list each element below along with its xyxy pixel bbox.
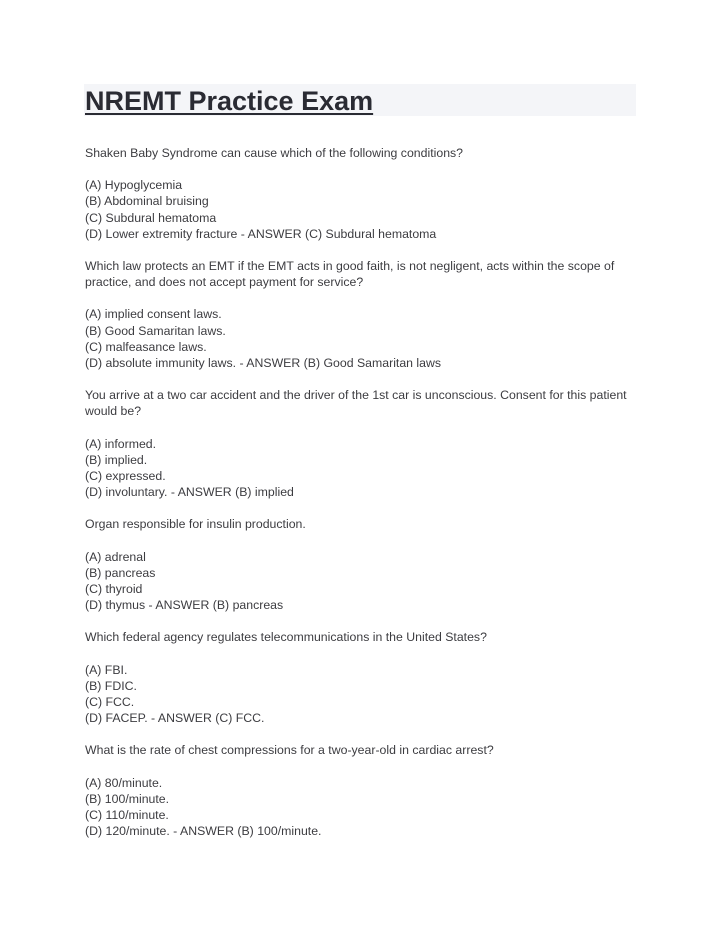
option-b: (B) Abdominal bruising	[85, 194, 209, 209]
question-text: Organ responsible for insulin production.	[85, 517, 306, 532]
document-body	[85, 145, 630, 856]
answer-text: - ANSWER (B) Good Samaritan laws	[236, 356, 442, 371]
option-a: (A) informed.	[85, 436, 157, 451]
option-d-with-answer	[85, 710, 630, 726]
answer-text: - ANSWER (B) 100/minute.	[169, 824, 322, 839]
option-b: (B) 100/minute.	[85, 791, 170, 806]
option-b: (B) implied.	[85, 452, 148, 467]
question-block-5	[85, 629, 630, 726]
option-d-with-answer	[85, 484, 630, 500]
question-text: Which federal agency regulates telecommunications in the United States?	[85, 630, 487, 645]
question-block-1	[85, 145, 630, 242]
question-text: Which law protects an EMT if the EMT acts in good faith, is not negligent, acts within the scope of practice, and does not accept payment for service?	[85, 259, 615, 290]
answer-text: - ANSWER (B) implied	[167, 485, 294, 500]
option-d: (D) FACEP.	[85, 711, 148, 726]
question-block-6	[85, 742, 630, 839]
option-d-with-answer	[85, 823, 630, 839]
option-d: (D) involuntary.	[85, 485, 168, 500]
option-c: (C) expressed.	[85, 469, 166, 484]
option-d: (D) thymus	[85, 598, 146, 613]
question-text: Shaken Baby Syndrome can cause which of the following conditions?	[85, 146, 464, 160]
answer-text: - ANSWER (C) FCC.	[147, 711, 265, 726]
option-b: (B) Good Samaritan laws.	[85, 323, 226, 338]
option-d-with-answer	[85, 597, 630, 613]
option-d-with-answer	[85, 355, 630, 371]
option-b: (B) pancreas	[85, 565, 156, 580]
option-a: (A) FBI.	[85, 662, 128, 677]
question-block-2	[85, 258, 630, 371]
option-a: (A) 80/minute.	[85, 775, 163, 790]
answer-text: - ANSWER (C) Subdural hematoma	[237, 226, 437, 241]
option-c: (C) thyroid	[85, 582, 143, 597]
option-c: (C) FCC.	[85, 695, 135, 710]
option-d: (D) absolute immunity laws.	[85, 356, 237, 371]
page-title: NREMT Practice Exam	[85, 86, 374, 116]
question-block-3	[85, 387, 630, 500]
option-b: (B) FDIC.	[85, 678, 137, 693]
option-c: (C) 110/minute.	[85, 808, 169, 823]
option-a: (A) adrenal	[85, 549, 146, 564]
option-d: (D) 120/minute.	[85, 824, 170, 839]
option-d: (D) Lower extremity fracture	[85, 226, 238, 241]
answer-text: - ANSWER (B) pancreas	[145, 598, 284, 613]
question-block-4	[85, 516, 630, 613]
option-c: (C) malfeasance laws.	[85, 339, 207, 354]
question-text: You arrive at a two car accident and the driver of the 1st car is unconscious. Consent for this patient would be?	[85, 388, 627, 419]
option-d-with-answer	[85, 226, 630, 242]
option-a: (A) implied consent laws.	[85, 307, 222, 322]
question-text: What is the rate of chest compressions for a two-year-old in cardiac arrest?	[85, 743, 494, 758]
option-a: (A) Hypoglycemia	[85, 178, 183, 193]
option-c: (C) Subdural hematoma	[85, 210, 217, 225]
